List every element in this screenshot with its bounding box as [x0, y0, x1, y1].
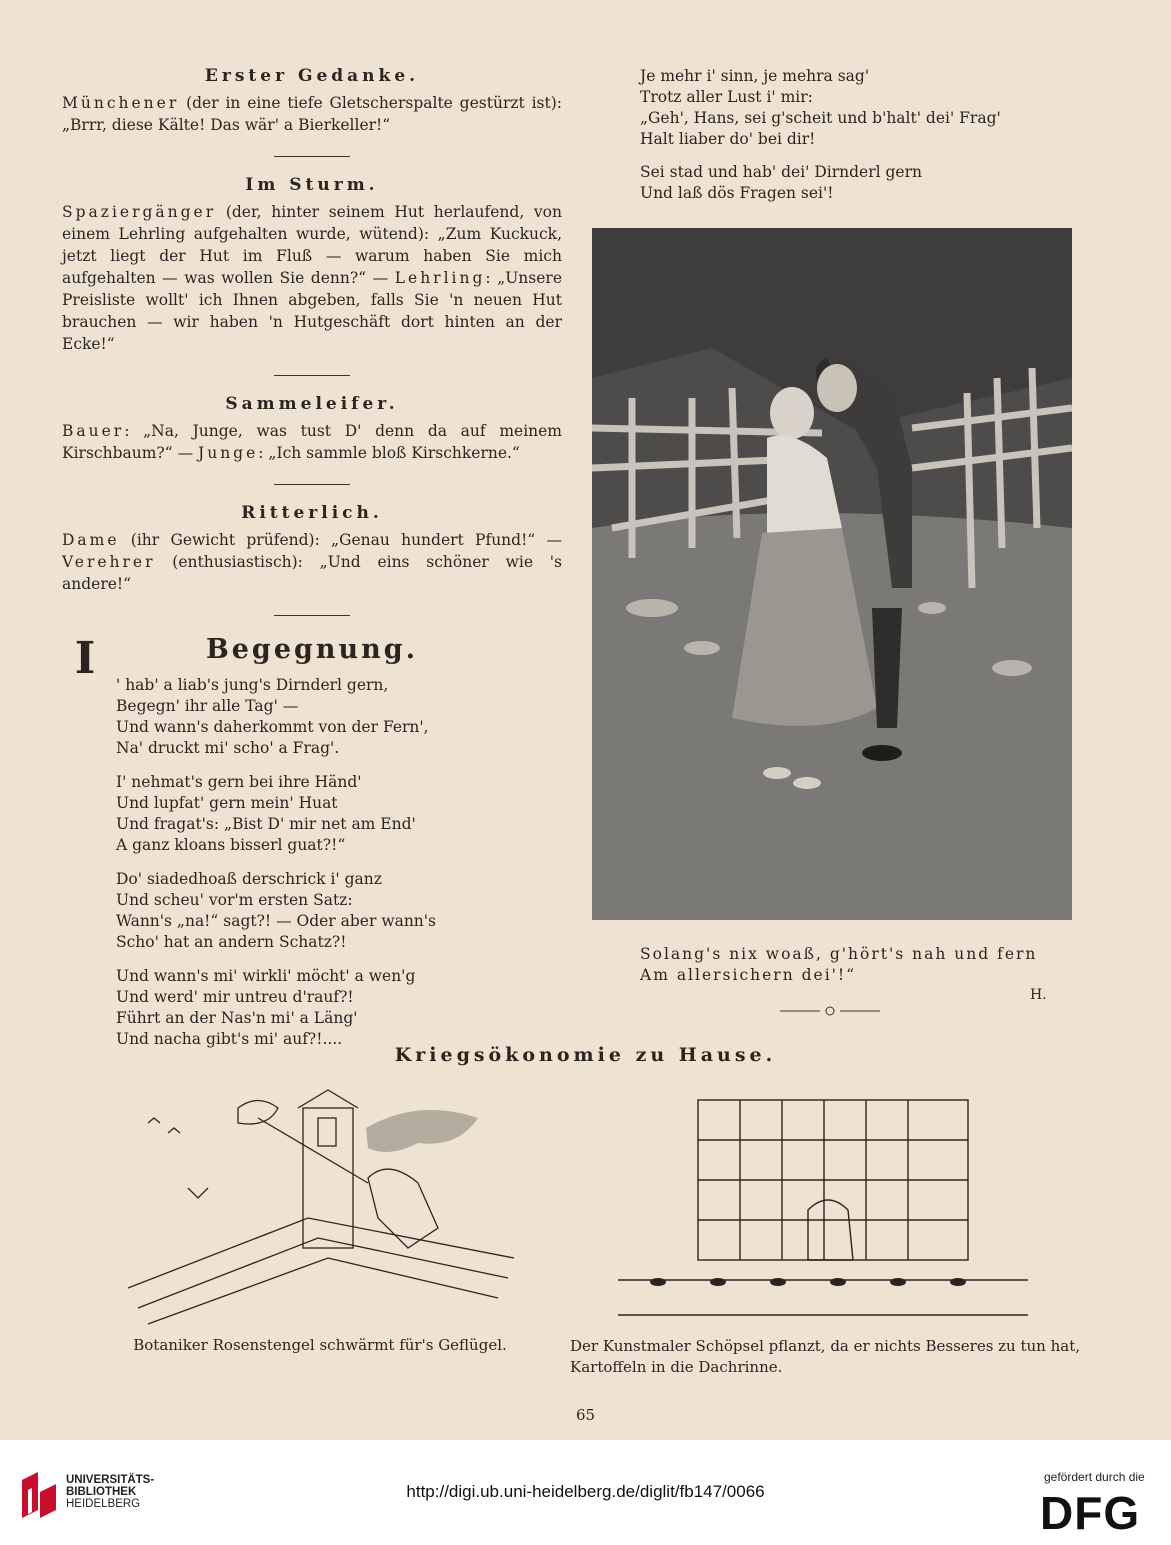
left-column	[62, 66, 562, 1063]
poem-stanza	[62, 966, 562, 1050]
divider	[274, 484, 350, 485]
poem-stanza	[62, 675, 562, 759]
divider	[274, 375, 350, 376]
section-heading: Ritterlich.	[241, 503, 383, 523]
speaker: Dame	[62, 531, 120, 549]
drop-cap: I	[74, 633, 96, 684]
footer-bar	[0, 1440, 1171, 1545]
poem-line: Begegn' ihr alle Tag' —	[116, 697, 299, 715]
divider	[274, 615, 350, 616]
poem-title: Begegnung.	[205, 634, 419, 665]
poem-line: I' nehmat's gern bei ihre Händ'	[116, 773, 362, 791]
illustration-drawing	[592, 228, 1072, 920]
poem-line: Und lupfat' gern mein' Huat	[116, 794, 338, 812]
poem-stanza	[62, 869, 562, 953]
speaker: Bauer	[62, 422, 125, 440]
poem-line: Je mehr i' sinn, je mehra sag'	[640, 67, 870, 85]
poem-line: Solang's nix woaß, g'hört's nah und fern	[640, 945, 1038, 963]
speaker: Spaziergänger	[62, 203, 217, 221]
anecdote-body: : „Na, Junge, was tust D' denn da auf meinem Kirschbaum?“ —	[62, 422, 562, 462]
ornament-divider	[780, 1004, 880, 1018]
poem-line: Scho' hat an andern Schatz?!	[116, 933, 347, 951]
section-heading: Sammeleifer.	[225, 394, 399, 414]
poem-line: Und fragat's: „Bist D' mir net am End'	[116, 815, 416, 833]
anecdote-body: : „Unsere Preisliste wollt' ich Ihnen abgeben, falls Sie 'n neuen Hut brauchen — wir haben 'n Hutgeschäft dort hinten an der Ecke!“	[62, 269, 562, 353]
cartoon-window	[618, 1090, 1028, 1326]
poem-line: Wann's „na!“ sagt?! — Oder aber wann's	[116, 912, 437, 930]
poem-line: Trotz aller Lust i' mir:	[640, 88, 813, 106]
cartoon-rooftop	[118, 1088, 514, 1326]
anecdote-body: (ihr Gewicht prüfend): „Genau hundert Pfund!“ —	[119, 531, 562, 549]
poem-stanza	[62, 772, 562, 856]
right-column	[612, 66, 1082, 216]
speaker: Münchener	[62, 94, 180, 112]
funding-note: gefördert durch die	[1044, 1470, 1145, 1484]
poem-line: ' hab' a liab's jung's Dirnderl gern,	[116, 676, 389, 694]
anecdote-body: (der, hinter seinem Hut herlaufend, von einem Lehrling aufgehalten wurde, wütend): „Zum Kuckuck, jetzt liegt der Hut im Fluß — warum haben Sie mich aufgehalten — was wollen Sie denn?“ —	[62, 203, 562, 287]
cartoon-caption: Der Kunstmaler Schöpsel pflanzt, da er nichts Besseres zu tun hat, Kartoffeln in die Dachrinne.	[570, 1337, 1081, 1376]
poem-stanza	[612, 66, 1082, 150]
poem-line: Na' druckt mi' scho' a Frag'.	[116, 739, 340, 757]
poem-line: Führt an der Nas'n mi' a Läng'	[116, 1009, 358, 1027]
poem-line: Sei stad und hab' dei' Dirnderl gern	[640, 163, 922, 181]
anecdote-text	[62, 529, 562, 595]
poem-line: A ganz kloans bisserl guat?!“	[116, 836, 346, 854]
illustration-kissing-couple	[592, 228, 1072, 920]
divider	[274, 156, 350, 157]
poem-line: Und wann's daherkommt von der Fern',	[116, 718, 429, 736]
anecdote-text	[62, 201, 562, 355]
dfg-logo: DFG	[1040, 1487, 1141, 1539]
poem-line: Do' siadedhoaß derschrick i' ganz	[116, 870, 382, 888]
library-name-line: BIBLIOTHEK	[66, 1486, 137, 1498]
section-heading: Erster Gedanke.	[204, 66, 420, 86]
cartoon-caption: Botaniker Rosenstengel schwärmt für's Geflügel.	[133, 1336, 507, 1354]
anecdote-body: (enthusiastisch): „Und eins schöner wie 's andere!“	[62, 553, 562, 593]
speaker: Verehrer	[62, 553, 156, 571]
library-name-line: HEIDELBERG	[66, 1498, 141, 1510]
anecdote-body: (der in eine tiefe Gletscherspalte gestürzt ist): „Brrr, diese Kälte! Das wär' a Bierkeller!“	[62, 94, 562, 134]
poem-line: Und scheu' vor'm ersten Satz:	[116, 891, 353, 909]
poem-line: Und laß dös Fragen sei'!	[640, 184, 834, 202]
poem-stanza	[612, 162, 1082, 204]
source-url[interactable]: http://digi.ub.uni-heidelberg.de/diglit/fb147/0066	[406, 1482, 765, 1501]
poem-line: Und werd' mir untreu d'rauf?!	[116, 988, 354, 1006]
section-title: Kriegsökonomie zu Hause.	[394, 1044, 777, 1066]
poem-line: Und nacha gibt's mi' auf?!....	[116, 1030, 343, 1048]
poem-line: Halt liaber do' bei dir!	[640, 130, 816, 148]
anecdote-text	[62, 420, 562, 464]
page-number: 65	[575, 1406, 596, 1424]
anecdote-body: : „Ich sammle bloß Kirschkerne.“	[258, 444, 520, 462]
poem-line: „Geh', Hans, sei g'scheit und b'halt' dei' Frag'	[640, 109, 1001, 127]
poem-stanza	[640, 944, 1080, 986]
poem-line: Und wann's mi' wirkli' möcht' a wen'g	[116, 967, 416, 985]
author-signature: H.	[1030, 987, 1047, 1003]
section-heading: Im Sturm.	[245, 175, 379, 195]
anecdote-text	[62, 92, 562, 136]
library-name-line: UNIVERSITÄTS-	[66, 1474, 155, 1486]
speaker: Lehrling	[394, 269, 486, 287]
speaker: Junge	[198, 444, 259, 462]
poem-line: Am allersichern dei'!“	[640, 966, 857, 984]
